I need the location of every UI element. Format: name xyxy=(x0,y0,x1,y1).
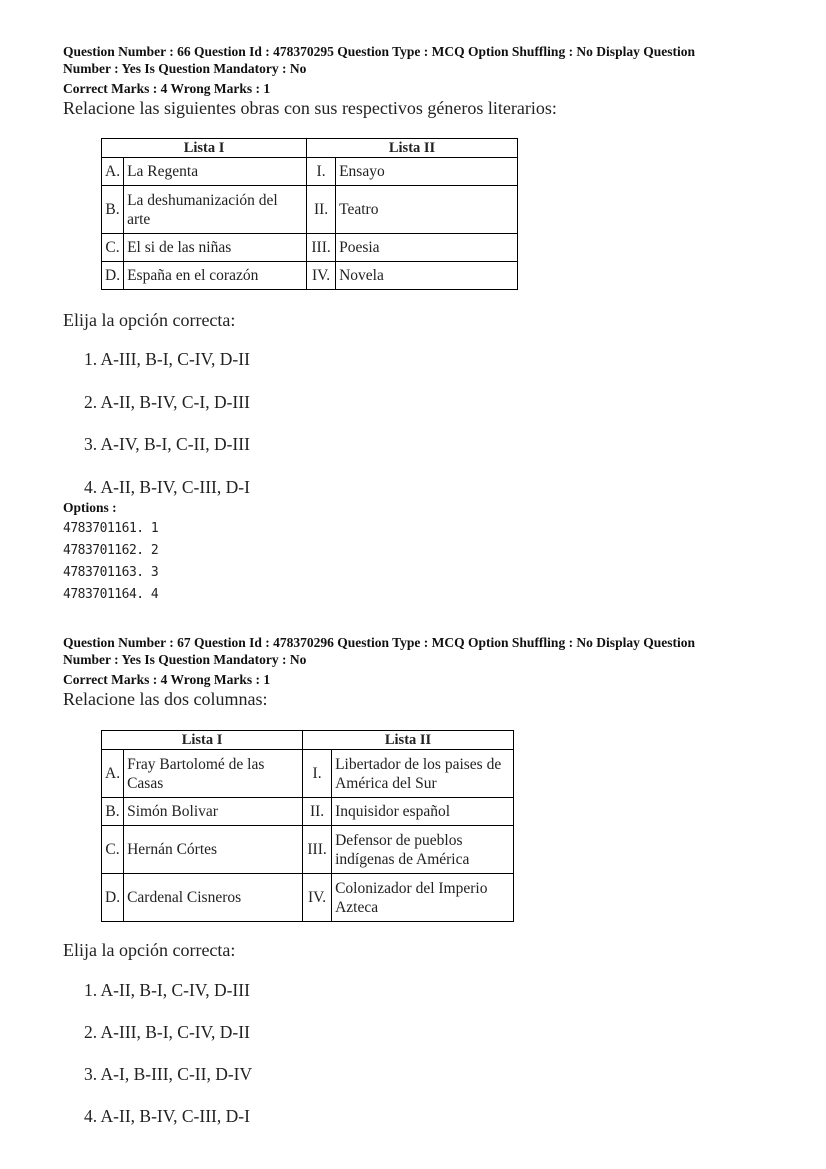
answer-option-3: 3. A-I, B-III, C-II, D-IV xyxy=(84,1064,253,1084)
list-1-item: Hernán Córtes xyxy=(124,826,303,874)
list-1-item: El si de las niñas xyxy=(124,234,307,262)
answer-option-4: 4. A-II, B-IV, C-III, D-I xyxy=(84,1106,250,1126)
question-67-header xyxy=(63,634,763,710)
list-2-item: Defensor de pueblos indígenas de América xyxy=(332,826,514,874)
list-1-item: Simón Bolivar xyxy=(124,798,303,826)
matching-table-q66 xyxy=(101,138,518,290)
row-label: III. xyxy=(307,234,336,262)
matching-table-q67 xyxy=(101,730,514,922)
row-label: I. xyxy=(307,158,336,186)
question-meta-line2: Number : Yes Is Question Mandatory : No xyxy=(63,61,307,76)
answer-option-1: 1. A-II, B-I, C-IV, D-III xyxy=(84,980,250,1000)
list-2-header: Lista II xyxy=(303,731,514,750)
row-label: II. xyxy=(307,186,336,234)
list-2-item: Inquisidor español xyxy=(332,798,514,826)
row-label: IV. xyxy=(303,874,332,922)
table-row xyxy=(102,234,518,262)
table-row xyxy=(102,262,518,290)
answer-option-3: 3. A-IV, B-I, C-II, D-III xyxy=(84,434,250,454)
list-1-item: Cardenal Cisneros xyxy=(124,874,303,922)
question-marks: Correct Marks : 4 Wrong Marks : 1 xyxy=(63,672,271,687)
options-label: Options : xyxy=(63,500,117,515)
row-label: C. xyxy=(102,826,124,874)
question-marks: Correct Marks : 4 Wrong Marks : 1 xyxy=(63,81,271,96)
list-1-item: La Regenta xyxy=(124,158,307,186)
list-2-item: Libertador de los paises de América del Sur xyxy=(332,750,514,798)
list-1-item: Fray Bartolomé de las Casas xyxy=(124,750,303,798)
row-label: B. xyxy=(102,186,124,234)
option-id: 4783701161. 1 xyxy=(63,521,159,536)
table-row xyxy=(102,798,514,826)
question-66-header xyxy=(63,43,763,119)
list-2-item: Poesia xyxy=(336,234,518,262)
row-label: D. xyxy=(102,874,124,922)
table-row xyxy=(102,750,514,798)
row-label: C. xyxy=(102,234,124,262)
table-row xyxy=(102,158,518,186)
list-1-header: Lista I xyxy=(102,731,303,750)
question-meta-line1: Question Number : 66 Question Id : 478370295 Question Type : MCQ Option Shuffling : No Display Question xyxy=(63,44,695,59)
table-row xyxy=(102,874,514,922)
table-row xyxy=(102,186,518,234)
list-2-item: Colonizador del Imperio Azteca xyxy=(332,874,514,922)
question-meta-line1: Question Number : 67 Question Id : 478370296 Question Type : MCQ Option Shuffling : No Display Question xyxy=(63,635,695,650)
table-row xyxy=(102,826,514,874)
answer-option-2: 2. A-III, B-I, C-IV, D-II xyxy=(84,1022,250,1042)
question-meta-line2: Number : Yes Is Question Mandatory : No xyxy=(63,652,307,667)
list-2-header: Lista II xyxy=(307,139,518,158)
list-2-item: Novela xyxy=(336,262,518,290)
answer-option-1: 1. A-III, B-I, C-IV, D-II xyxy=(84,349,250,369)
row-label: B. xyxy=(102,798,124,826)
row-label: A. xyxy=(102,750,124,798)
row-label: III. xyxy=(303,826,332,874)
option-id: 4783701162. 2 xyxy=(63,543,159,558)
choose-instruction: Elija la opción correcta: xyxy=(63,940,236,960)
row-label: I. xyxy=(303,750,332,798)
list-1-item: España en el corazón xyxy=(124,262,307,290)
list-2-item: Ensayo xyxy=(336,158,518,186)
choose-instruction: Elija la opción correcta: xyxy=(63,310,236,330)
row-label: IV. xyxy=(307,262,336,290)
list-1-item: La deshumanización del arte xyxy=(124,186,307,234)
list-1-header: Lista I xyxy=(102,139,307,158)
list-2-item: Teatro xyxy=(336,186,518,234)
answer-option-2: 2. A-II, B-IV, C-I, D-III xyxy=(84,392,250,412)
row-label: II. xyxy=(303,798,332,826)
answer-option-4: 4. A-II, B-IV, C-III, D-I xyxy=(84,477,250,497)
option-id: 4783701163. 3 xyxy=(63,565,159,580)
row-label: D. xyxy=(102,262,124,290)
question-prompt: Relacione las dos columnas: xyxy=(63,689,268,709)
option-id: 4783701164. 4 xyxy=(63,587,159,602)
question-prompt: Relacione las siguientes obras con sus respectivos géneros literarios: xyxy=(63,98,557,118)
row-label: A. xyxy=(102,158,124,186)
